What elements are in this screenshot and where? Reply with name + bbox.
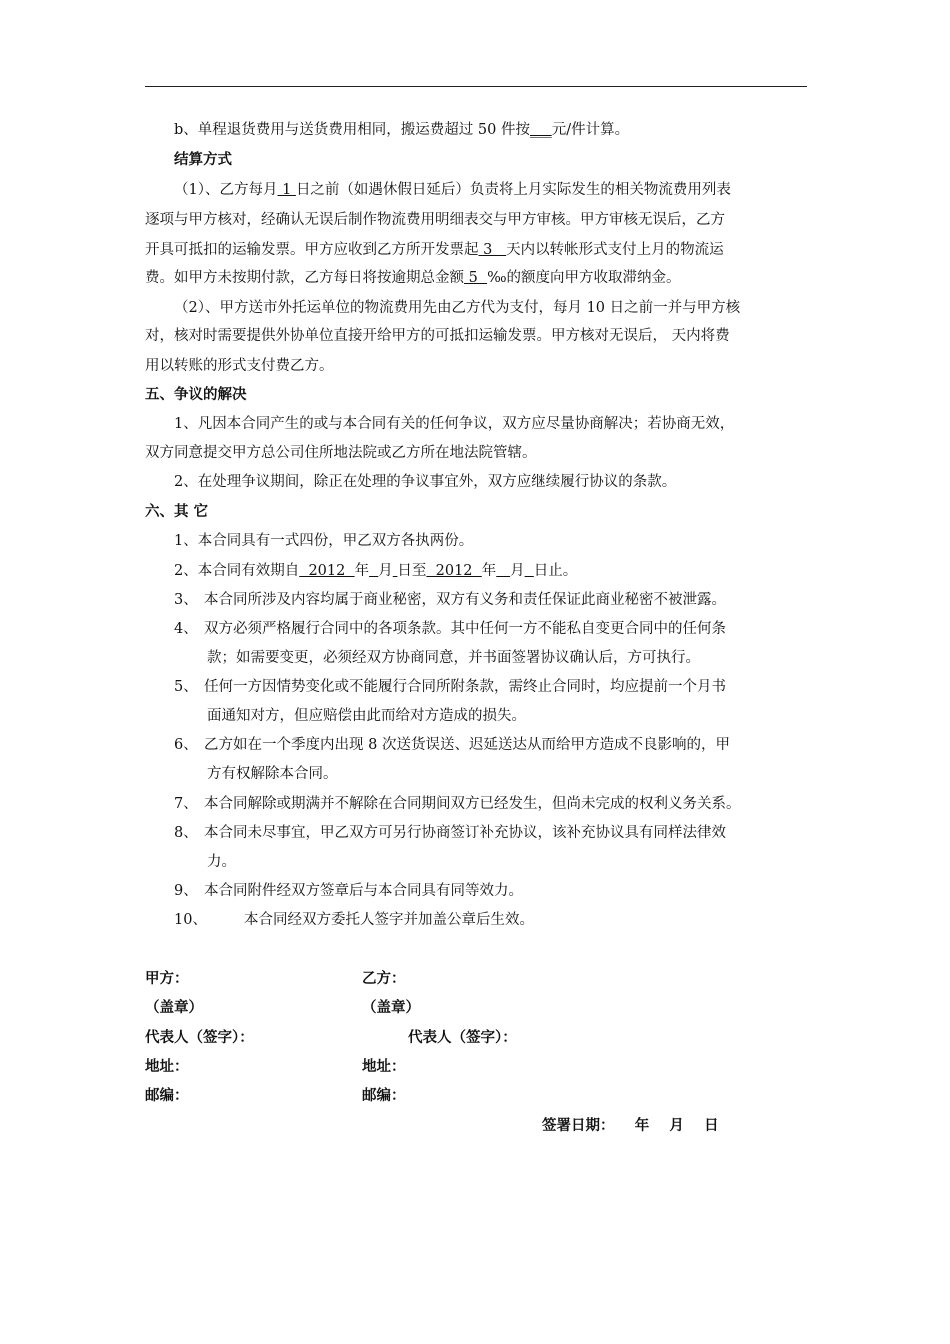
section6-item4-line1: 4、 双方必须严格履行合同中的各项条款。其中任何一方不能私自变更合同中的任何条	[174, 621, 726, 637]
section5-item1-line2: 双方同意提交甲方总公司住所地法院或乙方所在地法院管辖。	[145, 445, 537, 461]
section5-item2: 2、在处理争议期间，除正在处理的争议事宜外，双方应继续履行协议的条款。	[174, 474, 677, 490]
section6-item8-line1: 8、 本合同未尽事宜，甲乙双方可另行协商签订补充协议，该补充协议具有同样法律效	[174, 825, 726, 841]
section5-item1-line1: 1、凡因本合同产生的或与本合同有关的任何争议，双方应尽量协商解决；若协商无效，	[174, 416, 735, 432]
party-a-address: 地址：	[145, 1059, 189, 1075]
settlement-p2-line2: 对，核对时需要提供外协单位直接开给甲方的可抵扣运输发票。甲方核对无误后， 天内将费	[145, 328, 730, 344]
section6-item3: 3、 本合同所涉及内容均属于商业秘密，双方有义务和责任保证此商业秘密不被泄露。	[174, 592, 726, 608]
section6-item4-line2: 款；如需要变更，必须经双方协商同意，并书面签署协议确认后，方可执行。	[207, 650, 700, 666]
section6-item2: 2、本合同有效期自 2012 年 月 日至 2012 年 月 日止。	[174, 563, 578, 579]
section6-item10: 10、 本合同经双方委托人签字并加盖公章后生效。	[174, 912, 534, 928]
party-b-representative: 代表人（签字）：	[408, 1030, 517, 1046]
party-a-zip: 邮编：	[145, 1088, 189, 1104]
section6-item6-line1: 6、 乙方如在一个季度内出现 8 次送货误送、迟延送达从而给甲方造成不良影响的，甲	[174, 737, 730, 753]
section6-item1: 1、本合同具有一式四份，甲乙双方各执两份。	[174, 533, 474, 549]
party-b-zip: 邮编：	[362, 1088, 406, 1104]
party-a-label: 甲方：	[145, 971, 189, 987]
party-b-seal: （盖章）	[362, 1000, 420, 1016]
header-rule	[145, 86, 807, 87]
item-b: b、单程退货费用与送货费用相同，搬运费超过 50 件按___元/件计算。	[174, 122, 630, 138]
settlement-p1-line1: （1）、乙方每月 1 日之前（如遇休假日延后）负责将上月实际发生的相关物流费用列表	[174, 182, 731, 198]
signing-date: 签署日期： 年 月 日	[542, 1118, 719, 1134]
settlement-p1-line2: 逐项与甲方核对，经确认无误后制作物流费用明细表交与甲方审核。甲方审核无误后，乙方	[145, 212, 725, 228]
section6-item5-line2: 面通知对方，但应赔偿由此而给对方造成的损失。	[207, 708, 526, 724]
party-a-seal: （盖章）	[145, 1000, 203, 1016]
section6-heading: 六、其 它	[145, 504, 209, 520]
settlement-heading: 结算方式	[174, 152, 232, 168]
section6-item6-line2: 方有权解除本合同。	[207, 766, 338, 782]
section6-item5-line1: 5、 任何一方因情势变化或不能履行合同所附条款，需终止合同时，均应提前一个月书	[174, 679, 726, 695]
section6-item7: 7、 本合同解除或期满并不解除在合同期间双方已经发生，但尚未完成的权利义务关系。	[174, 796, 741, 812]
settlement-p2-line1: （2）、甲方送市外托运单位的物流费用先由乙方代为支付，每月 10 日之前一并与甲方核	[174, 300, 741, 316]
section6-item8-line2: 力。	[207, 854, 236, 870]
settlement-p1-line3: 开具可抵扣的运输发票。甲方应收到乙方所开发票起 3 天内以转帐形式支付上月的物流运	[145, 242, 724, 258]
party-a-representative: 代表人（签字）：	[145, 1030, 254, 1046]
party-b-label: 乙方：	[362, 971, 406, 987]
section5-heading: 五、争议的解决	[145, 387, 247, 403]
settlement-p1-line4: 费。如甲方未按期付款，乙方每日将按逾期总金额 5 ‰的额度向甲方收取滞纳金。	[145, 270, 681, 286]
section6-item9: 9、 本合同附件经双方签章后与本合同具有同等效力。	[174, 883, 523, 899]
settlement-p2-line3: 用以转账的形式支付费乙方。	[145, 358, 334, 374]
party-b-address: 地址：	[362, 1059, 406, 1075]
